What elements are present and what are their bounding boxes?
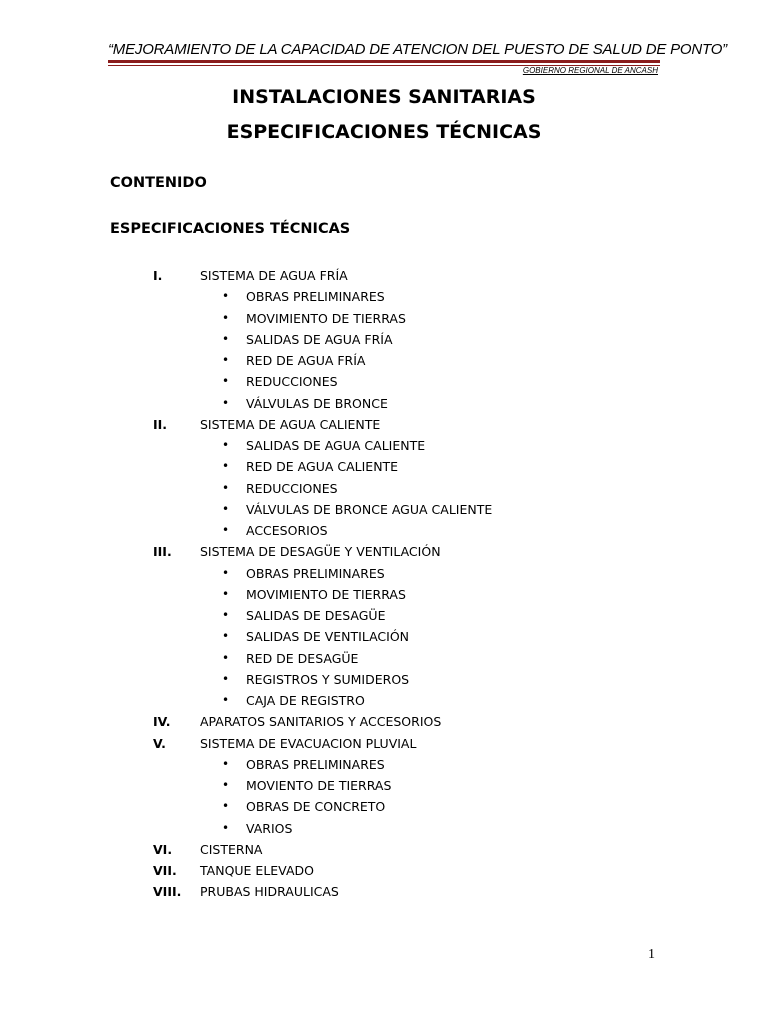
subitem-label: REDUCCIONES xyxy=(246,374,338,390)
bullet-icon: • xyxy=(222,289,230,304)
toc-subitem-row xyxy=(0,796,768,817)
contents-heading: CONTENIDO xyxy=(110,175,207,191)
header-subtitle: GOBIERNO REGIONAL DE ANCASH xyxy=(522,66,658,75)
bullet-icon: • xyxy=(222,310,230,325)
toc-subitem-row xyxy=(0,648,768,669)
toc-subitem-row xyxy=(0,286,768,307)
document-subtitle: ESPECIFICACIONES TÉCNICAS xyxy=(226,121,542,143)
subitem-label: OBRAS PRELIMINARES xyxy=(246,756,385,772)
toc-subitem-row xyxy=(0,393,768,414)
bullet-icon: • xyxy=(222,671,230,686)
section-numeral: V. xyxy=(153,735,166,751)
toc-subitem-row xyxy=(0,563,768,584)
toc-section-row xyxy=(0,541,768,562)
bullet-icon: • xyxy=(222,501,230,516)
toc-subitem-row xyxy=(0,605,768,626)
toc-subitem-row xyxy=(0,626,768,647)
toc-subitem-row xyxy=(0,690,768,711)
page-number: 1 xyxy=(648,947,655,962)
toc-section-row xyxy=(0,881,768,902)
subitem-label: VÁLVULAS DE BRONCE xyxy=(246,395,388,411)
bullet-icon: • xyxy=(222,629,230,644)
subitem-label: MOVIENTO DE TIERRAS xyxy=(246,778,392,793)
toc-section-row xyxy=(0,265,768,286)
subitem-label: ACCESORIOS xyxy=(246,523,328,538)
section-label: PRUBAS HIDRAULICAS xyxy=(200,884,339,900)
section-heading: ESPECIFICACIONES TÉCNICAS xyxy=(110,221,351,237)
subitem-label: MOVIMIENTO DE TIERRAS xyxy=(246,586,406,602)
toc-section-row xyxy=(0,711,768,732)
toc-subitem-row xyxy=(0,478,768,499)
toc-subitem-row xyxy=(0,329,768,350)
bullet-icon: • xyxy=(222,353,230,367)
subitem-label: RED DE AGUA CALIENTE xyxy=(246,459,399,475)
subitem-label: MOVIMIENTO DE TIERRAS xyxy=(246,310,406,326)
section-numeral: III. xyxy=(153,544,172,560)
section-label: SISTEMA DE AGUA FRÍA xyxy=(200,268,348,283)
section-label: TANQUE ELEVADO xyxy=(200,863,314,878)
subitem-label: REGISTROS Y SUMIDEROS xyxy=(246,671,410,687)
toc-section-row xyxy=(0,860,768,881)
toc-subitem-row xyxy=(0,499,768,520)
subitem-label: OBRAS DE CONCRETO xyxy=(246,799,386,815)
subitem-label: OBRAS PRELIMINARES xyxy=(246,565,385,581)
bullet-icon: • xyxy=(222,799,230,814)
section-numeral: II. xyxy=(153,416,168,432)
bullet-icon: • xyxy=(222,756,230,771)
subitem-label: REDUCCIONES xyxy=(246,480,338,496)
toc-subitem-row xyxy=(0,371,768,392)
section-label: CISTERNA xyxy=(200,841,263,857)
section-numeral: IV. xyxy=(153,714,171,730)
bullet-icon: • xyxy=(222,693,230,707)
header-title: “MEJORAMIENTO DE LA CAPACIDAD DE ATENCION DEL PUESTO DE SALUD DE PONTO” xyxy=(108,41,727,58)
toc-subitem-row xyxy=(0,308,768,329)
subitem-label: SALIDAS DE AGUA FRÍA xyxy=(246,331,393,347)
section-numeral: VII. xyxy=(153,863,177,878)
subitem-label: SALIDAS DE AGUA CALIENTE xyxy=(246,438,426,453)
toc-subitem-row xyxy=(0,520,768,541)
header-rule-thick xyxy=(108,60,660,63)
bullet-icon: • xyxy=(222,438,230,452)
subitem-label: VÁLVULAS DE BRONCE AGUA CALIENTE xyxy=(246,501,493,517)
subitem-label: OBRAS PRELIMINARES xyxy=(246,289,385,305)
section-label: APARATOS SANITARIOS Y ACCESORIOS xyxy=(200,714,442,730)
bullet-icon: • xyxy=(222,459,230,474)
bullet-icon: • xyxy=(222,565,230,580)
section-numeral: VIII. xyxy=(153,884,182,900)
toc-subitem-row xyxy=(0,775,768,796)
subitem-label: RED DE DESAGÜE xyxy=(246,650,359,666)
toc-subitem-row xyxy=(0,754,768,775)
subitem-label: SALIDAS DE DESAGÜE xyxy=(246,608,386,623)
toc-subitem-row xyxy=(0,669,768,690)
toc-section-row xyxy=(0,839,768,860)
toc-section-row xyxy=(0,414,768,435)
toc-section-row xyxy=(0,733,768,754)
bullet-icon: • xyxy=(222,608,230,622)
bullet-icon: • xyxy=(222,331,230,346)
toc-subitem-row xyxy=(0,435,768,456)
section-numeral: I. xyxy=(153,268,163,283)
subitem-label: CAJA DE REGISTRO xyxy=(246,693,365,708)
subitem-label: SALIDAS DE VENTILACIÓN xyxy=(246,629,410,645)
bullet-icon: • xyxy=(222,374,230,389)
section-label: SISTEMA DE EVACUACION PLUVIAL xyxy=(200,735,417,751)
bullet-icon: • xyxy=(222,523,230,537)
table-of-contents xyxy=(0,265,768,903)
section-label: SISTEMA DE AGUA CALIENTE xyxy=(200,416,381,432)
toc-subitem-row xyxy=(0,584,768,605)
subitem-label: RED DE AGUA FRÍA xyxy=(246,353,366,368)
toc-subitem-row xyxy=(0,350,768,371)
bullet-icon: • xyxy=(222,586,230,601)
bullet-icon: • xyxy=(222,650,230,665)
document-title: INSTALACIONES SANITARIAS xyxy=(232,86,536,108)
subitem-label: VARIOS xyxy=(246,820,293,836)
section-numeral: VI. xyxy=(153,841,173,857)
bullet-icon: • xyxy=(222,395,230,410)
toc-subitem-row xyxy=(0,818,768,839)
section-label: SISTEMA DE DESAGÜE Y VENTILACIÓN xyxy=(200,544,441,560)
bullet-icon: • xyxy=(222,820,230,835)
bullet-icon: • xyxy=(222,778,230,792)
bullet-icon: • xyxy=(222,480,230,495)
toc-subitem-row xyxy=(0,456,768,477)
